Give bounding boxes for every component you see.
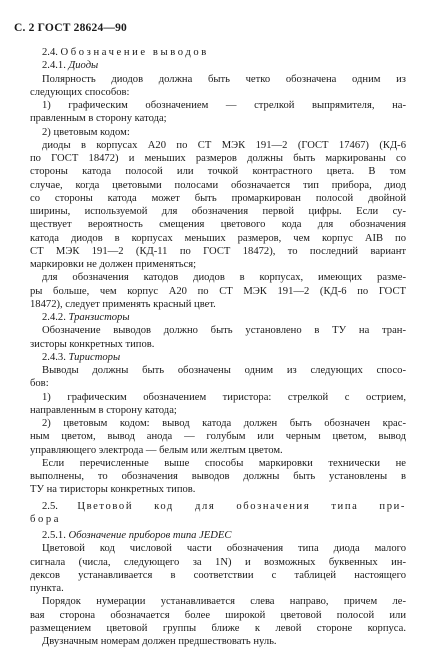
section-number: 2.4.3. — [42, 351, 66, 363]
section-title: Обозначение приборов типа JEDEC — [68, 530, 232, 541]
paragraph-line: вая сторона обозначается более широкой цветовой полосой или — [30, 609, 406, 621]
paragraph-line: управляющего электрода — белым или желтым цветом. — [30, 444, 283, 456]
paragraph-line: ширины, используемой для обозначения первой цифры. Если су- — [30, 206, 406, 217]
section-number: 2.5.1. — [42, 530, 66, 541]
section-title: Обозначение выводов — [60, 47, 209, 58]
section-2-4-heading — [30, 46, 406, 59]
paragraph-line: ры больше, чем корпус А20 по СТ МЭК 191—2 (КД-6 по ГОСТ — [30, 285, 406, 297]
section-2-5-1-heading — [30, 529, 406, 542]
paragraph-line: диоды в корпусах А20 по СТ МЭК 191—2 (ГОСТ 17467) (КД-6 — [42, 139, 406, 151]
section-title: Транзисторы — [68, 312, 130, 323]
paragraph-line: ществует вероятность смещения цветового кода для обозначения — [30, 219, 406, 231]
paragraph-line: ным цветом, вывод анода — голубым или черным цветом, вывод — [30, 431, 406, 443]
paragraph-line: Двузначным номерам должен предшествовать нуль. — [42, 636, 277, 647]
paragraph-line: Цветовой код числовой части обозначения типа диода малого — [42, 543, 406, 555]
section-number: 2.5. — [42, 500, 58, 512]
section-2-4-3-heading — [30, 351, 406, 364]
paragraph-line: по ГОСТ 18472) и меньших размеров должны быть маркированы со — [30, 153, 406, 164]
section-2-5-heading-cont — [30, 513, 406, 526]
paragraph-line: сигнала (числа, следующего за 1N) и возможных буквенных ин- — [30, 556, 406, 568]
paragraph-line: случае, когда цветовыми полосами обозначается тип прибора, диод — [30, 179, 406, 191]
paragraph-line: направленным в сторону катода; — [30, 404, 177, 416]
paragraph-line: 18472), следует применять красный цвет. — [30, 298, 216, 310]
section-number: 2.4. — [42, 47, 58, 58]
paragraph-line: пункта. — [30, 583, 64, 594]
section-2-5-heading — [30, 500, 406, 513]
paragraph-line: дексов устанавливается в соответствии с таблицей настоящего — [30, 569, 406, 581]
paragraph-line: ТУ на тиристоры конкретных типов. — [30, 484, 196, 496]
paragraph-line: 1) графическим обозначением тиристора: стрелкой с острием, — [42, 391, 406, 403]
paragraph-line: правленным в сторону катода; — [30, 113, 167, 125]
paragraph-line: стороны катода полосой или точкой контрастного цвета. В том — [30, 166, 406, 178]
section-title-continuation: бора — [30, 513, 62, 525]
paragraph-line: СТ МЭК 191—2 (КД-11 по ГОСТ 18472), то последний вариант — [30, 245, 406, 257]
paragraph-line: Обозначение выводов должно быть установлено в ТУ на тран- — [42, 325, 406, 337]
section-number: 2.4.2. — [42, 312, 66, 323]
paragraph-line: для обозначения катодов диодов в корпусах, имеющих разме- — [42, 272, 406, 284]
section-title: Цветовой код для обозначения типа при- — [77, 500, 406, 512]
document-body — [30, 46, 406, 648]
paragraph-line: со стороны катода может быть промаркирован полосой двойной — [30, 192, 406, 204]
section-number: 2.4.1. — [42, 60, 66, 72]
section-title: Диоды — [68, 60, 99, 72]
paragraph-line: 2) цветовым кодом: вывод катода должен быть обозначен крас- — [42, 418, 406, 429]
paragraph-line: Если перечисленные выше способы маркировки технически не — [42, 457, 406, 469]
paragraph-line: 2) цветовым кодом: — [42, 126, 130, 138]
paragraph-line: маркировки не должен применяться; — [30, 259, 197, 270]
paragraph-line: выполнены, то обозначения выводов должны быть установлены в — [30, 471, 406, 482]
paragraph-line: 1) графическим обозначением — стрелкой выпрямителя, на- — [42, 100, 406, 111]
paragraph-line: следующих способов: — [30, 86, 130, 98]
paragraph-line: размещением цветовой группы ближе к левой стороне корпуса. — [30, 622, 406, 634]
section-2-4-1-heading — [30, 59, 406, 72]
paragraph-line: Полярность диодов должна быть четко обозначена одним из — [42, 73, 406, 85]
paragraph-line: зисторы конкретных типов. — [30, 338, 155, 350]
paragraph-line: Выводы должны быть обозначены одним из следующих спосо- — [42, 365, 406, 376]
section-2-4-2-heading — [30, 311, 406, 324]
running-head: С. 2 ГОСТ 28624—90 — [14, 22, 127, 34]
paragraph-line: катода диодов в корпусах меньших размеров, чем корпус АIВ по — [30, 232, 406, 244]
paragraph-line: бов: — [30, 378, 49, 390]
section-title: Тиристоры — [68, 351, 121, 363]
paragraph-line: Порядок нумерации устанавливается слева направо, причем ле- — [42, 596, 406, 608]
